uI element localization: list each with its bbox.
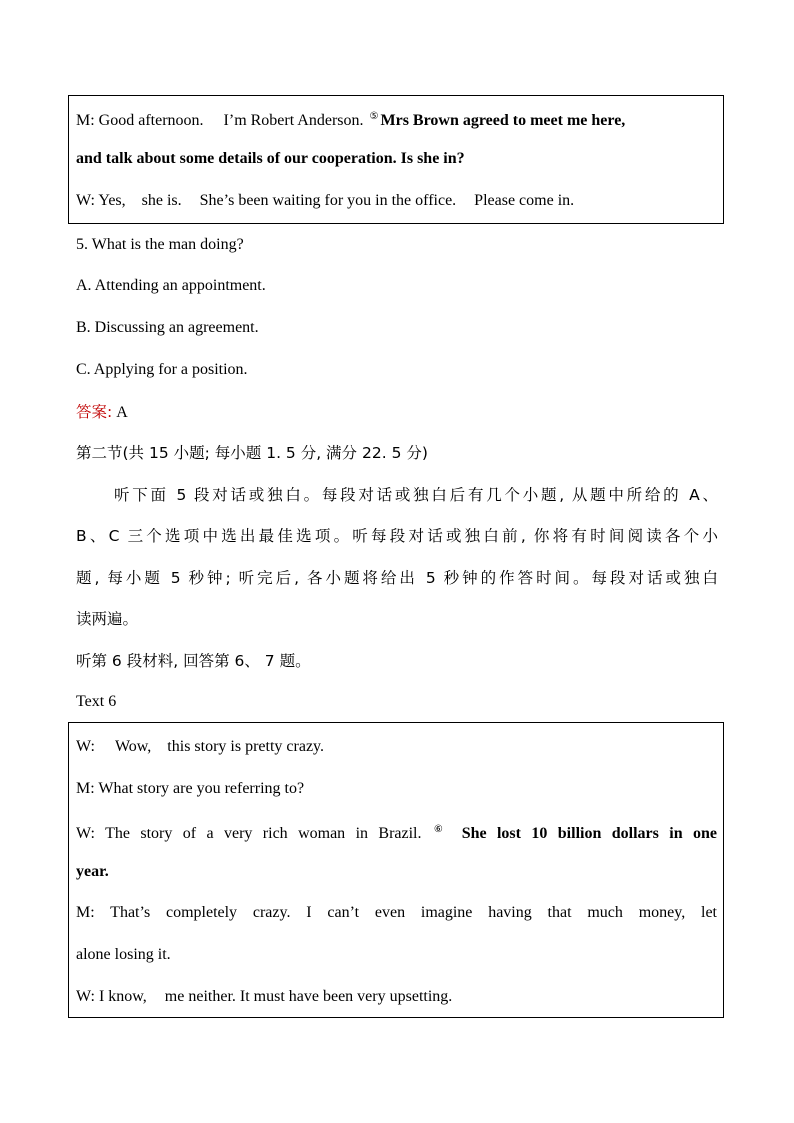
speaker-line-text: M: Good afternoon. [76,112,204,129]
section-heading: 第二节(共 15 小题; 每小题 1. 5 分, 满分 22. 5 分) [76,444,428,462]
circled-number-marker: ⑤ [369,111,379,122]
dialogue-2-line-6: alone losing it. [76,946,171,963]
dialogue-box-1 [68,95,724,224]
speaker-line-text: She’s been waiting for you in the office. [199,192,457,209]
dialogue-2-line-7 [76,987,717,1007]
answer-value: A [112,404,128,421]
text-label: Text 6 [76,693,117,710]
option-c: C. Applying for a position. [76,361,248,378]
speaker-line-text: W: I know, [76,988,147,1005]
instructions-line-2: B、C 三个选项中选出最佳选项。听每段对话或独白前, 你将有时间阅读各个小 [76,527,718,545]
dialogue-2-line-1 [76,737,717,757]
speaker-line-text: Please come in. [474,192,575,209]
dialogue-2-line-3 [76,820,717,844]
speaker-line-text: W: The story of a very rich woman in Brazil. [76,825,422,842]
highlighted-sentence: She lost 10 billion dollars in one [461,825,718,842]
dialogue-1-line-2: and talk about some details of our cooperation. Is she in? [76,150,465,167]
option-b: B. Discussing an agreement. [76,319,259,336]
speaker-line-text: me neither. It must have been very upsetting. [164,988,453,1005]
speaker-line-text: she is. [141,192,182,209]
dialogue-1-line-1 [76,107,717,131]
question-5-stem: 5. What is the man doing? [76,236,244,253]
speaker-line-text: I’m Robert Anderson. [223,112,364,129]
speaker-line-text: Wow, [114,738,152,755]
dialogue-2-line-2: M: What story are you referring to? [76,780,305,797]
answer-label: 答案: [76,403,113,421]
dialogue-2-line-4: year. [76,863,109,880]
dialogue-1-line-3 [76,191,717,211]
circled-number-marker: ⑥ [433,824,450,835]
instructions-line-1: 听下面 5 段对话或独白。每段对话或独白后有几个小题, 从题中所给的 A、 [114,486,718,504]
speaker-line-text: this story is pretty crazy. [167,738,324,755]
dialogue-box-2 [68,722,724,1018]
instructions-line-4: 读两遍。 [76,610,139,628]
instructions-line-3: 题, 每小题 5 秒钟; 听完后, 各小题将给出 5 秒钟的作答时间。每段对话或独白 [76,569,718,587]
speaker-line-text: W: Yes, [76,192,126,209]
speaker-line-text: W: [76,738,95,755]
option-a: A. Attending an appointment. [76,277,266,294]
answer-line [76,402,128,423]
material-note: 听第 6 段材料, 回答第 6、 7 题。 [76,652,311,670]
highlighted-sentence: Mrs Brown agreed to meet me here, [380,112,626,129]
dialogue-2-line-5: M: That’s completely crazy. I can’t even imagine having that much money, let [76,904,717,921]
